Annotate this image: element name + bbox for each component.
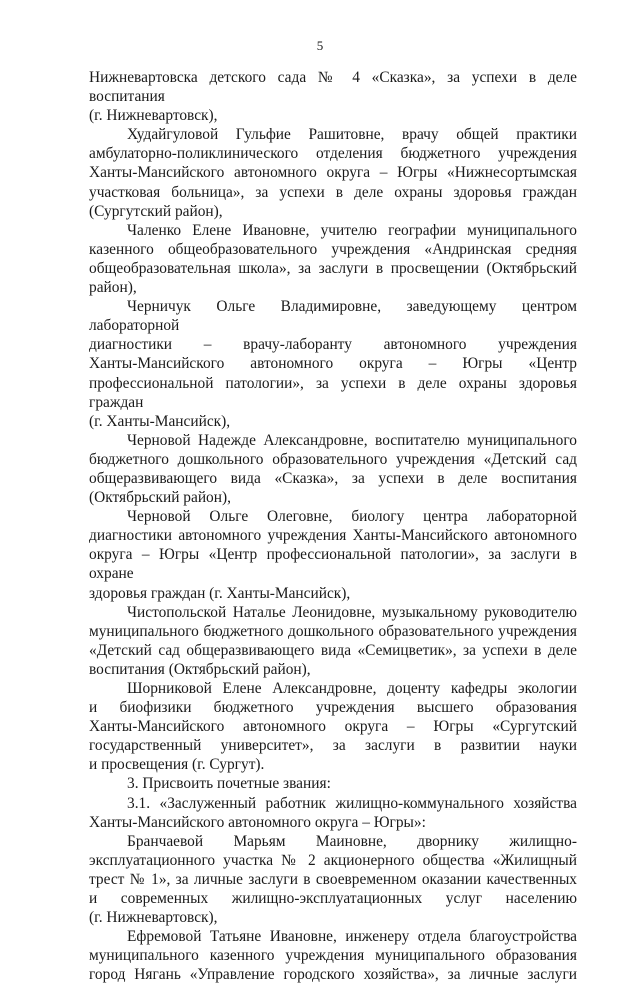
text-line: и современных жилищно-эксплуатационных услуг населению	[89, 890, 577, 908]
text-line: бюджетного дошкольного образовательного учреждения «Детский сад	[89, 450, 577, 468]
text-line: участковая больница», за успехи в деле охраны здоровья граждан	[89, 183, 577, 201]
text-line: Бранчаевой Марьям Маиновне, дворнику жилищно-	[127, 832, 577, 850]
paragraph	[89, 221, 577, 297]
text-line: муниципального бюджетного дошкольного образовательного учреждения	[89, 622, 577, 640]
text-line: государственный университет», за заслуги в развитии науки	[89, 737, 577, 755]
text-line: город Нягань «Управление городского хозяйства», за личные заслуги	[89, 966, 577, 984]
text-line: здоровья граждан (г. Ханты-Мансийск),	[89, 584, 351, 602]
text-line: и просвещения (г. Сургут).	[89, 756, 265, 774]
text-line: Шорниковой Елене Александровне, доценту кафедры экологии	[127, 680, 577, 697]
text-line: 3.1. «Заслуженный работник жилищно-коммунального хозяйства	[127, 794, 577, 812]
text-line: Ханты-Мансийского автономного округа – Югры «Центр	[89, 355, 577, 373]
text-line: (г. Нижневартовск),	[89, 909, 218, 927]
text-line: эксплуатационного участка № 2 акционерного общества «Жилищный	[89, 851, 577, 869]
text-line: Худайгуловой Гульфие Рашитовне, врачу общей практики	[127, 126, 577, 144]
page-number: 5	[316, 38, 324, 53]
text-line: район),	[89, 279, 137, 297]
text-line: округа – Югры «Центр профессиональной патологии», за заслуги в охране	[89, 546, 577, 583]
text-line: Ханты-Мансийского автономного округа – Югры»:	[89, 813, 426, 831]
text-line: (г. Нижневартовск),	[89, 107, 218, 125]
text-line: казенного общеобразовательного учреждения «Андринская средняя	[89, 240, 577, 258]
paragraph	[89, 679, 577, 774]
text-line: 3. Присвоить почетные звания:	[127, 775, 331, 793]
text-line: (г. Ханты-Мансийск),	[89, 412, 231, 430]
text-line: и биофизики бюджетного учреждения высшего образования	[89, 699, 577, 717]
text-line: Ханты-Мансийского автономного округа – Югры «Нижнесортымская	[89, 164, 577, 182]
text-line: Ефремовой Татьяне Ивановне, инженеру отдела благоустройства	[127, 928, 577, 946]
text-line: Чистопольской Наталье Леонидовне, музыкальному руководителю	[127, 603, 577, 621]
text-line: (Сургутский район),	[89, 202, 223, 220]
paragraph	[89, 431, 577, 507]
text-line: общеобразовательная школа», за заслуги в просвещении (Октябрьский	[89, 259, 577, 277]
text-line: «Детский сад общеразвивающего вида «Семицветик», за успехи в деле	[89, 641, 577, 659]
text-line: общеразвивающего вида «Сказка», за успехи в деле воспитания	[89, 469, 577, 487]
paragraph	[89, 832, 577, 927]
text-line: воспитания (Октябрьский район),	[89, 660, 311, 678]
paragraph	[89, 927, 577, 984]
text-line: Нижневартовска детского сада № 4 «Сказка», за успехи в деле воспитания	[89, 69, 577, 106]
paragraph	[89, 507, 577, 602]
paragraph	[89, 68, 577, 125]
paragraph	[89, 794, 577, 832]
text-line: Черновой Надежде Александровне, воспитателю муниципального	[127, 431, 577, 449]
text-line: диагностики – врачу-лаборанту автономного учреждения	[89, 336, 577, 354]
text-line: Черновой Ольге Олеговне, биологу центра лабораторной	[127, 508, 577, 526]
document-body	[89, 68, 577, 985]
paragraph	[89, 603, 577, 679]
text-line: профессиональной патологии», за успехи в деле охраны здоровья граждан	[89, 374, 577, 411]
paragraph	[89, 297, 577, 431]
paragraph	[89, 125, 577, 220]
text-line: (Октябрьский район),	[89, 489, 231, 507]
text-line: трест № 1», за личные заслуги в своевременном оказании качественных	[89, 870, 577, 888]
paragraph	[89, 774, 577, 793]
text-line: Чаленко Елене Ивановне, учителю географии муниципального	[127, 221, 577, 239]
text-line: Черничук Ольге Владимировне, заведующему центром лабораторной	[89, 298, 577, 335]
text-line: диагностики автономного учреждения Ханты-Мансийского автономного	[89, 527, 577, 545]
text-line: амбулаторно-поликлинического отделения бюджетного учреждения	[89, 145, 577, 163]
text-line: муниципального казенного учреждения муниципального образования	[89, 947, 577, 965]
text-line: Ханты-Мансийского автономного округа – Югры «Сургутский	[89, 718, 577, 736]
